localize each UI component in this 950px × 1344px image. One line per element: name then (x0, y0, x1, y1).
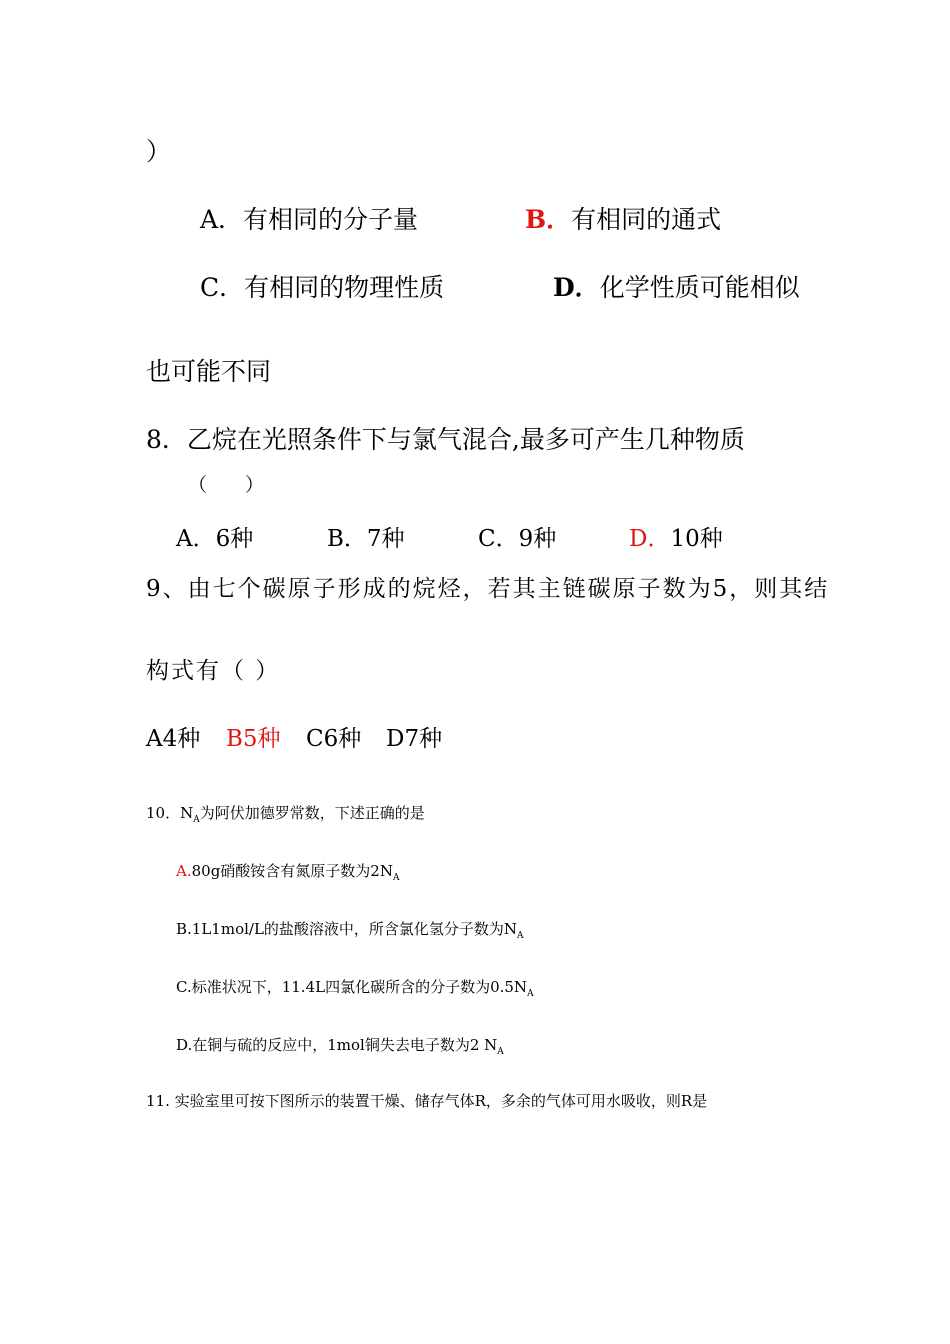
q7-option-d-text: 化学性质可能相似 (599, 273, 800, 302)
q10-stem-subscript: A (193, 815, 200, 825)
q8-option-a: A．6种 (176, 526, 254, 552)
q9-option-d: D7种 (386, 726, 443, 752)
q11-stem: 11. 实验室里可按下图所示的装置干燥、储存气体R，多余的气体可用水吸收，则R是 (146, 1092, 708, 1110)
q10-option-d-text: D.在铜与硫的反应中，1mol铜失去电子数为2 N (176, 1036, 498, 1054)
q10-option-d-subscript: A (497, 1047, 504, 1057)
q10-option-b-text: B.1L1mol/L的盐酸溶液中，所含氯化氢分子数为N (176, 920, 518, 938)
q10-option-a-text: 80g硝酸铵含有氮原子数为2N (191, 862, 393, 880)
q10-option-b (176, 918, 524, 941)
q10-option-a-subscript: A (392, 873, 400, 883)
q10-option-b-subscript: A (517, 931, 524, 941)
q7-option-a: A．有相同的分子量 (200, 205, 419, 234)
q7-option-c: C．有相同的物理性质 (200, 273, 445, 302)
q10-stem-number: 10．N (146, 804, 194, 822)
q10-stem-text: 为阿伏加德罗常数，下述正确的是 (199, 804, 425, 822)
q10-option-c (176, 976, 534, 999)
q7-option-b (525, 200, 721, 236)
q8-option-c: C．9种 (478, 526, 557, 552)
q10-option-d (176, 1034, 504, 1057)
q8-option-d (629, 520, 723, 553)
q10-option-a (176, 860, 399, 883)
q7-option-b-text: 有相同的通式 (571, 205, 722, 234)
q7-paren-tail: ） (146, 137, 172, 166)
q10-stem (146, 802, 425, 825)
q8-option-b: B．7种 (327, 526, 405, 552)
q7-option-d-letter: D． (553, 273, 600, 302)
q10-option-c-subscript: A (527, 989, 534, 999)
q7-option-d (553, 268, 800, 304)
q9-stem: 9、由七个碳原子形成的烷烃，若其主链碳原子数为5，则其结 (146, 576, 830, 602)
q7-option-d-continuation: 也可能不同 (146, 357, 272, 386)
q8-answer-paren: （ ） (188, 474, 265, 496)
q9-stem-continuation: 构式有（ ） (146, 658, 281, 684)
q9-option-b: B5种 (226, 726, 281, 752)
q10-option-c-text: C.标准状况下，11.4L四氯化碳所含的分子数为0.5N (176, 978, 528, 996)
q9-option-a: A4种 (146, 726, 201, 752)
q7-option-b-letter: B． (525, 205, 572, 234)
q9-option-c: C6种 (306, 726, 362, 752)
q8-option-d-letter: D． (629, 526, 671, 552)
q8-option-d-text: 10种 (670, 526, 723, 552)
q10-option-a-letter: A. (176, 862, 192, 880)
q8-stem: 8．乙烷在光照条件下与氯气混合,最多可产生几种物质 (146, 425, 745, 454)
